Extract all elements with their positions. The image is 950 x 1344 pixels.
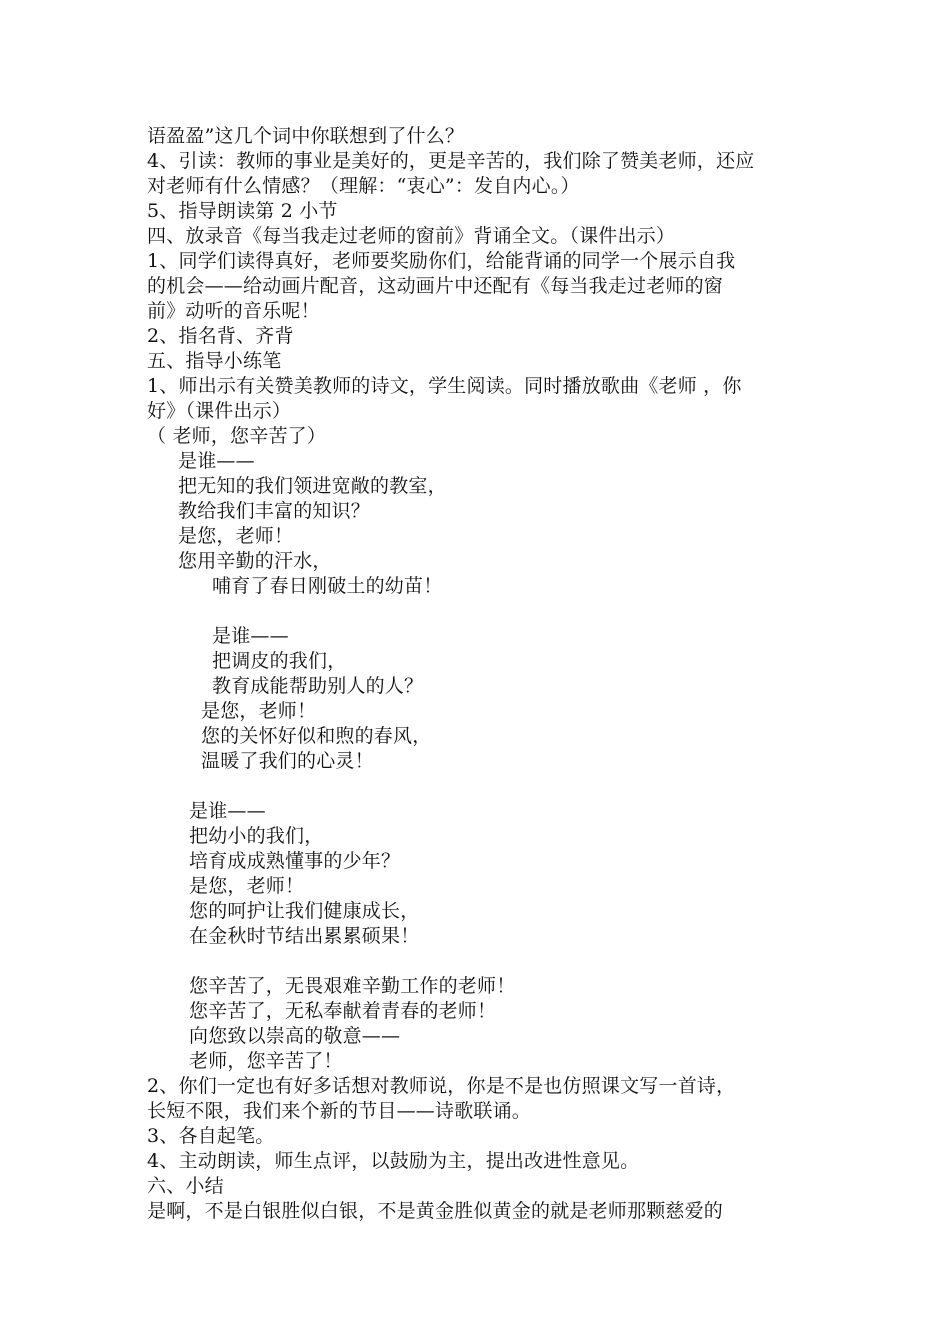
text-line: 对老师有什么情感？（理解：“衷心”：发自内心。） [147,175,580,197]
poem-line: 您辛苦了，无畏艰难辛勤工作的老师！ [189,975,516,997]
poem-line: 是您，老师！ [178,525,294,547]
poem-line: 把无知的我们领进宽敞的教室， [178,475,447,497]
text-line: 4、主动朗读，师生点评，以鼓励为主，提出改进性意见。 [147,1150,640,1172]
section-heading: 四、放录音《每当我走过老师的窗前》背诵全文。（课件出示） [147,225,676,247]
poem-line: 您的呵护让我们健康成长， [189,900,420,922]
poem-line: 您的关怀好似和煦的春风， [201,725,432,747]
poem-line: 是谁—— [189,800,266,822]
poem-line: 向您致以崇高的敬意—— [189,1025,401,1047]
poem-line: 教育成能帮助别人的人？ [212,675,424,697]
poem-line: 教给我们丰富的知识？ [178,500,371,522]
text-line: 4、引读：教师的事业是美好的，更是辛苦的，我们除了赞美老师，还应 [147,150,755,172]
text-line: 2、指名背、齐背 [147,325,294,347]
text-line: 的机会——给动画片配音，这动画片中还配有《每当我走过老师的窗 [147,275,724,297]
text-line: 3、各自起笔。 [147,1125,275,1147]
section-heading: 五、指导小练笔 [147,350,282,372]
text-line: 语盈盈”这几个词中你联想到了什么？ [147,125,465,147]
text-line: 好》（课件出示） [147,400,292,422]
poem-line: 老师，您辛苦了！ [189,1050,343,1072]
poem-line: 培育成成熟懂事的少年？ [189,850,401,872]
text-line: 1、师出示有关赞美教师的诗文，学生阅读。同时播放歌曲《老师 ，你 [147,375,742,397]
poem-line: 是谁—— [212,625,289,647]
text-line: 2、你们一定也有好多话想对教师说，你是不是也仿照课文写一首诗， [147,1075,736,1097]
poem-line: 在金秋时节结出累累硕果！ [189,925,420,947]
text-line: 5、指导朗读第 2 小节 [147,200,338,222]
poem-title: （ 老师，您辛苦了） [147,425,327,447]
poem-line: 温暖了我们的心灵！ [201,750,374,772]
poem-line: 把调皮的我们， [212,650,347,672]
poem-line: 是谁—— [178,450,255,472]
poem-line: 是您，老师！ [189,875,305,897]
text-line: 长短不限，我们来个新的节目——诗歌联诵。 [147,1100,532,1122]
text-line: 1、同学们读得真好，老师要奖励你们，给能背诵的同学一个展示自我 [147,250,736,272]
section-heading: 六、小结 [147,1175,224,1197]
poem-line: 把幼小的我们， [189,825,324,847]
text-line: 前》动听的音乐呢！ [147,300,320,322]
poem-line: 哺育了春日刚破土的幼苗！ [212,575,443,597]
poem-line: 您辛苦了，无私奉献着青春的老师！ [189,1000,497,1022]
poem-line: 您用辛勤的汗水， [178,550,332,572]
poem-line: 是您，老师！ [201,700,317,722]
text-line: 是啊，不是白银胜似白银，不是黄金胜似黄金的就是老师那颗慈爱的 [147,1200,724,1222]
